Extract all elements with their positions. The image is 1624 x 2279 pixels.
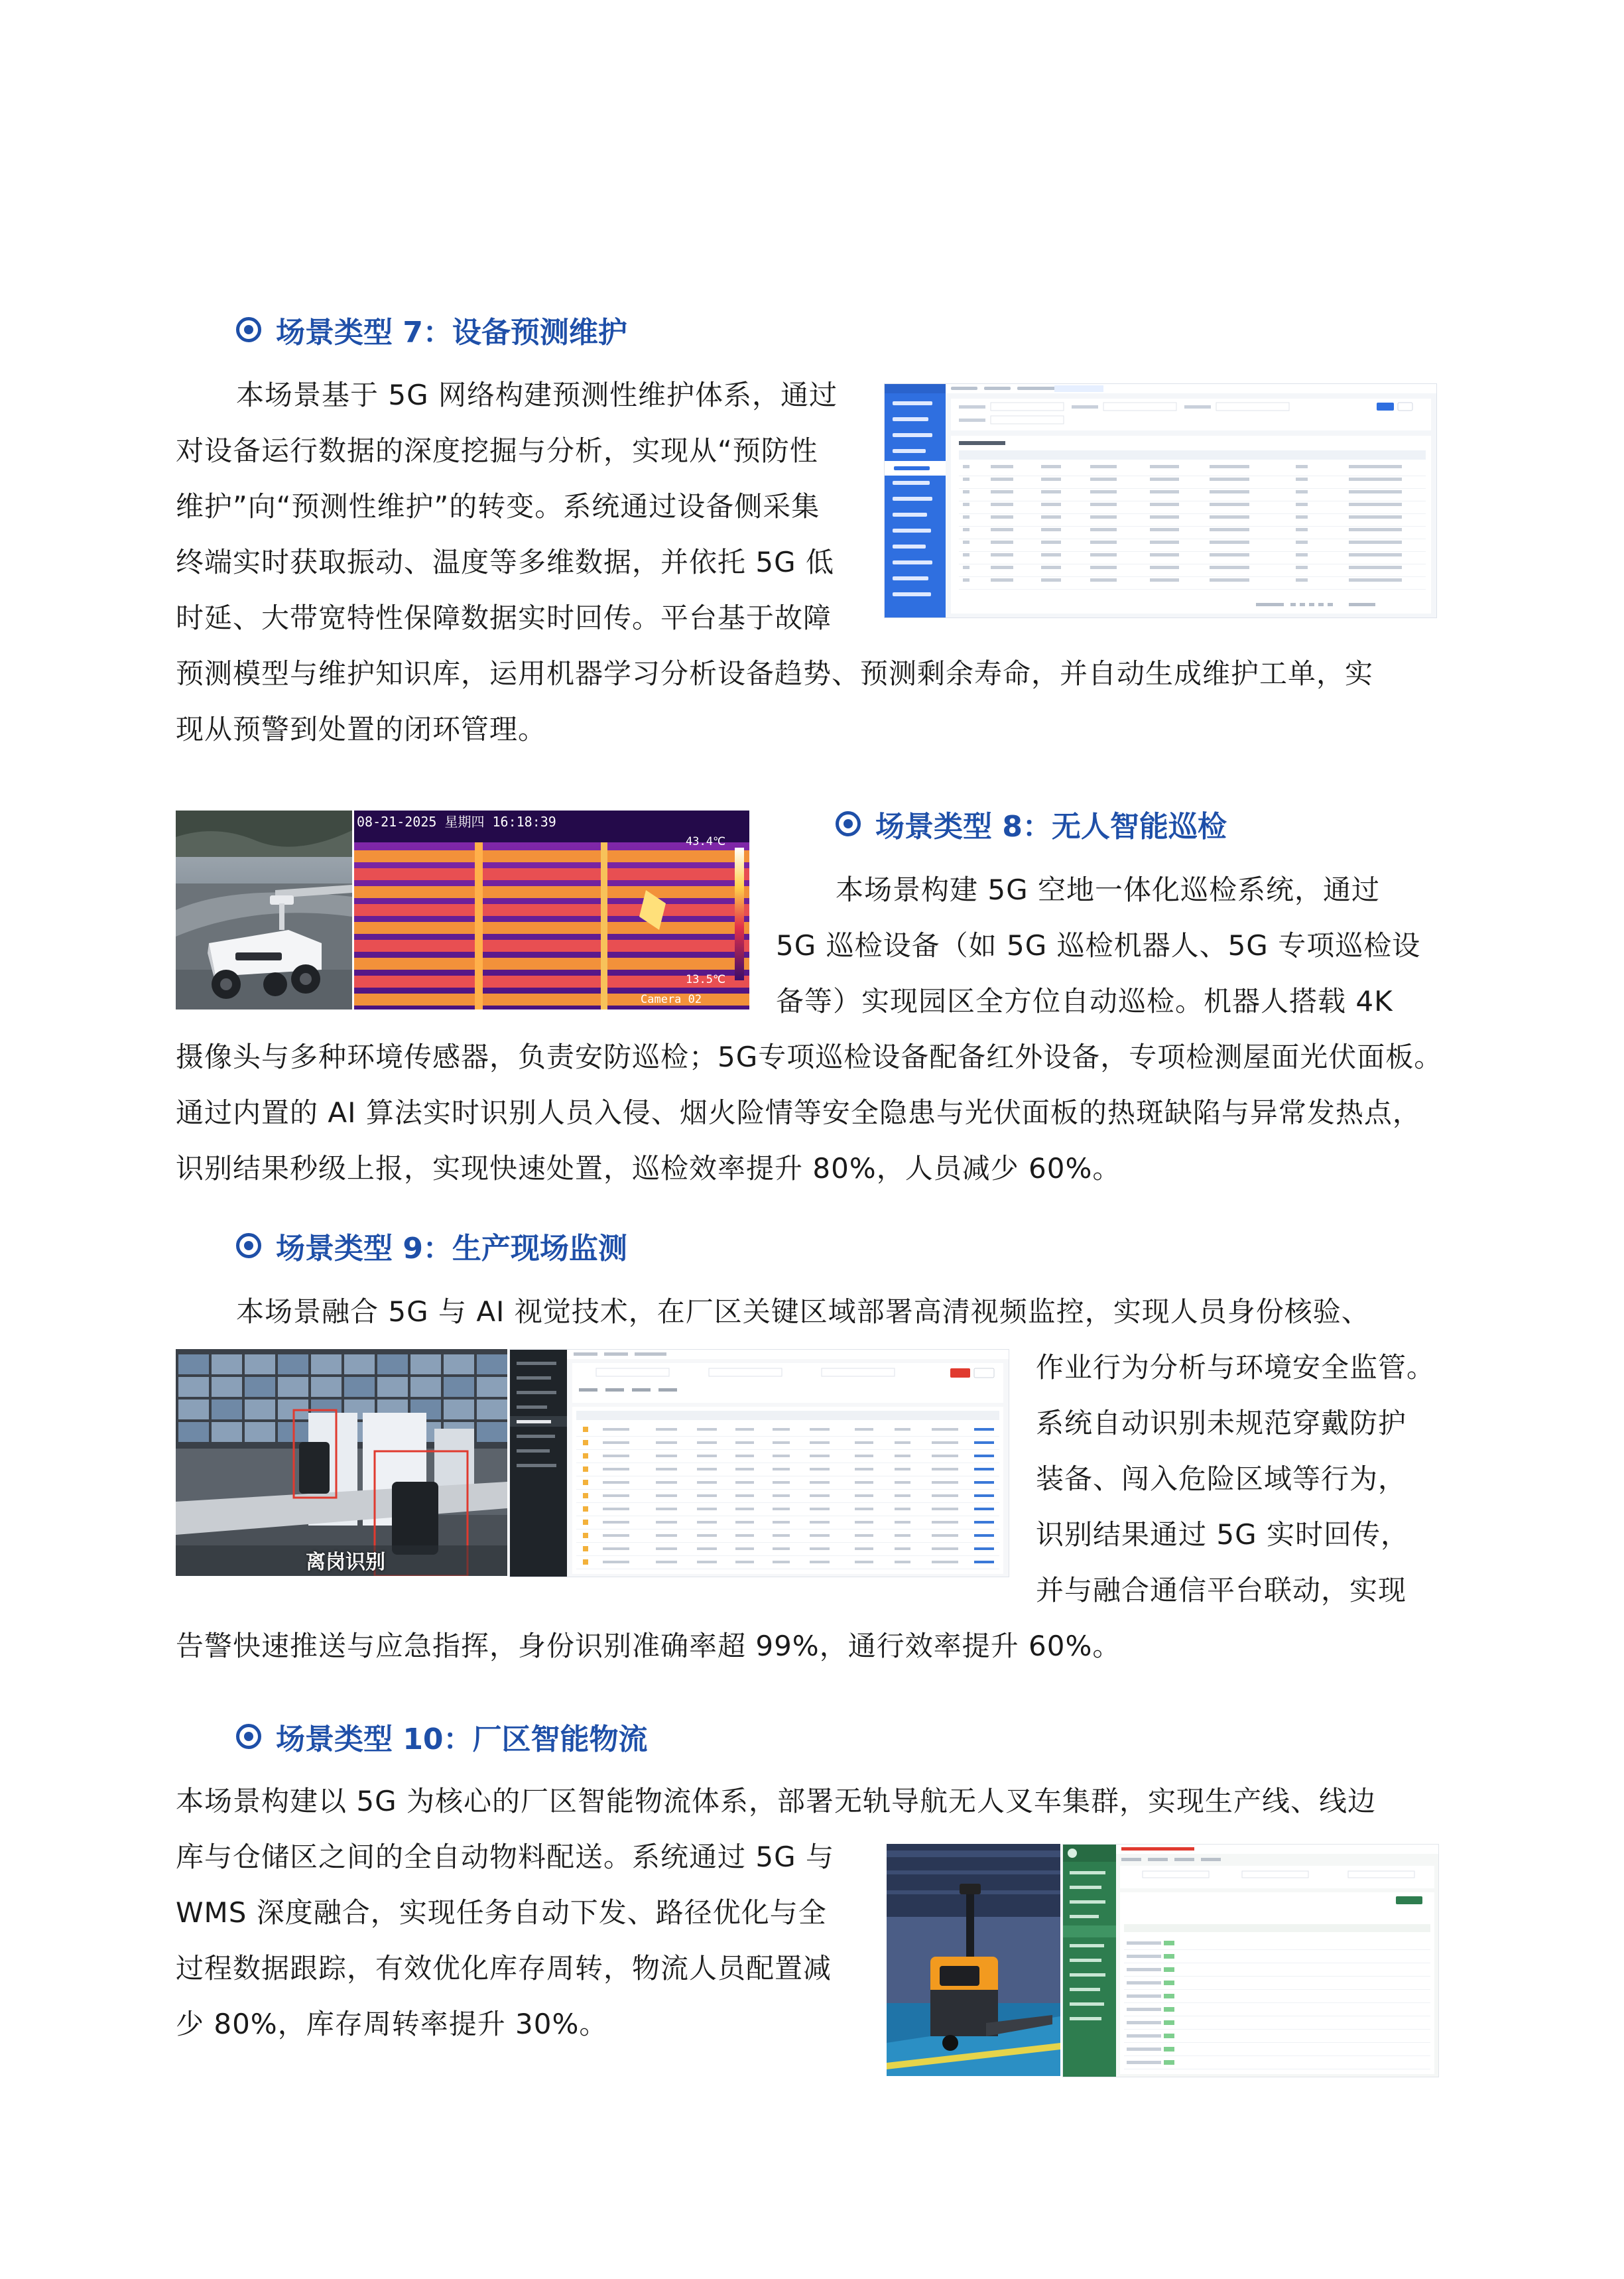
section-7-heading	[236, 306, 627, 353]
body-line: 识别结果秒级上报，实现快速处置，巡检效率提升 80%，人员减少 60%。	[176, 1152, 1121, 1185]
body-line: 5G 巡检设备（如 5G 巡检机器人、5G 专项巡检设	[776, 929, 1421, 962]
body-line: 备等）实现园区全方位自动巡检。机器人搭载 4K	[776, 985, 1393, 1017]
body-line: 库与仓储区之间的全自动物料配送。系统通过 5G 与	[176, 1841, 834, 1873]
section-8-heading	[836, 801, 1227, 847]
body-line: 摄像头与多种环境传感器，负责安防巡检；5G专项巡检设备配备红外设备，专项检测屋面光伏面板。	[176, 1041, 1443, 1073]
logistics-platform-screenshot	[1062, 1844, 1439, 2077]
control-room-photo	[176, 1349, 507, 1576]
section-7-title: 场景类型 7：设备预测维护	[276, 316, 627, 350]
thermal-camera-image	[354, 811, 749, 1009]
unmanned-forklift-photo	[887, 1844, 1060, 2076]
body-line: 少 80%，库存周转率提升 30%。	[176, 2008, 608, 2040]
bullet-icon	[236, 317, 261, 342]
body-line: 本场景融合 5G 与 AI 视觉技术，在厂区关键区域部署高清视频监控，实现人员身份核验、	[236, 1295, 1370, 1328]
section-9-title: 场景类型 9：生产现场监测	[276, 1232, 627, 1266]
body-line: 现从预警到处置的闭环管理。	[176, 713, 547, 746]
body-line: 装备、闯入危险区域等行为，	[1036, 1463, 1407, 1495]
body-line: 维护”向“预测性维护”的转变。系统通过设备侧采集	[176, 490, 820, 523]
section-8-title: 场景类型 8：无人智能巡检	[875, 810, 1227, 844]
body-line: 本场景基于 5G 网络构建预测性维护体系，通过	[236, 379, 838, 411]
body-line: 识别结果通过 5G 实时回传，	[1036, 1518, 1409, 1551]
thermal-timestamp: 08-21-2025 星期四 16:18:39	[357, 814, 556, 830]
inspection-robot-photo	[176, 811, 352, 1009]
body-line: 通过内置的 AI 算法实时识别人员入侵、烟火险情等安全隐患与光伏面板的热斑缺陷与异常发热点，	[176, 1096, 1421, 1129]
section-10-heading	[236, 1713, 648, 1760]
thermal-temp-max: 43.4℃	[686, 835, 726, 848]
section-9-heading	[236, 1222, 627, 1269]
thermal-camera-label: Camera 02	[641, 993, 702, 1006]
body-line: 本场景构建以 5G 为核心的厂区智能物流体系，部署无轨导航无人叉车集群，实现生产线、线边	[176, 1785, 1376, 1817]
thermal-temp-min: 13.5℃	[686, 973, 726, 986]
bullet-icon	[836, 811, 861, 836]
section-10-title: 场景类型 10：厂区智能物流	[276, 1723, 648, 1756]
monitoring-platform-screenshot	[509, 1349, 1009, 1577]
body-line: 本场景构建 5G 空地一体化巡检系统，通过	[836, 874, 1380, 906]
body-line: 告警快速推送与应急指挥，身份识别准确率超 99%，通行效率提升 60%。	[176, 1630, 1121, 1662]
body-line: 时延、大带宽特性保障数据实时回传。平台基于故障	[176, 602, 832, 634]
maintenance-platform-screenshot	[884, 383, 1437, 618]
body-line: 并与融合通信平台联动，实现	[1036, 1574, 1407, 1606]
bullet-icon	[236, 1233, 261, 1258]
body-line: 终端实时获取振动、温度等多维数据，并依托 5G 低	[176, 546, 834, 578]
body-line: WMS 深度融合，实现任务自动下发、路径优化与全	[176, 1896, 827, 1929]
bullet-icon	[236, 1724, 261, 1749]
body-line: 作业行为分析与环境安全监管。	[1036, 1351, 1436, 1384]
body-line: 预测模型与维护知识库，运用机器学习分析设备趋势、预测剩余寿命，并自动生成维护工单，实	[176, 657, 1374, 690]
body-line: 对设备运行数据的深度挖掘与分析，实现从“预防性	[176, 434, 818, 467]
body-line: 过程数据跟踪，有效优化库存周转，物流人员配置减	[176, 1952, 832, 1985]
body-line: 系统自动识别未规范穿戴防护	[1036, 1407, 1407, 1439]
overlay-label: 离岗识别	[306, 1551, 385, 1574]
